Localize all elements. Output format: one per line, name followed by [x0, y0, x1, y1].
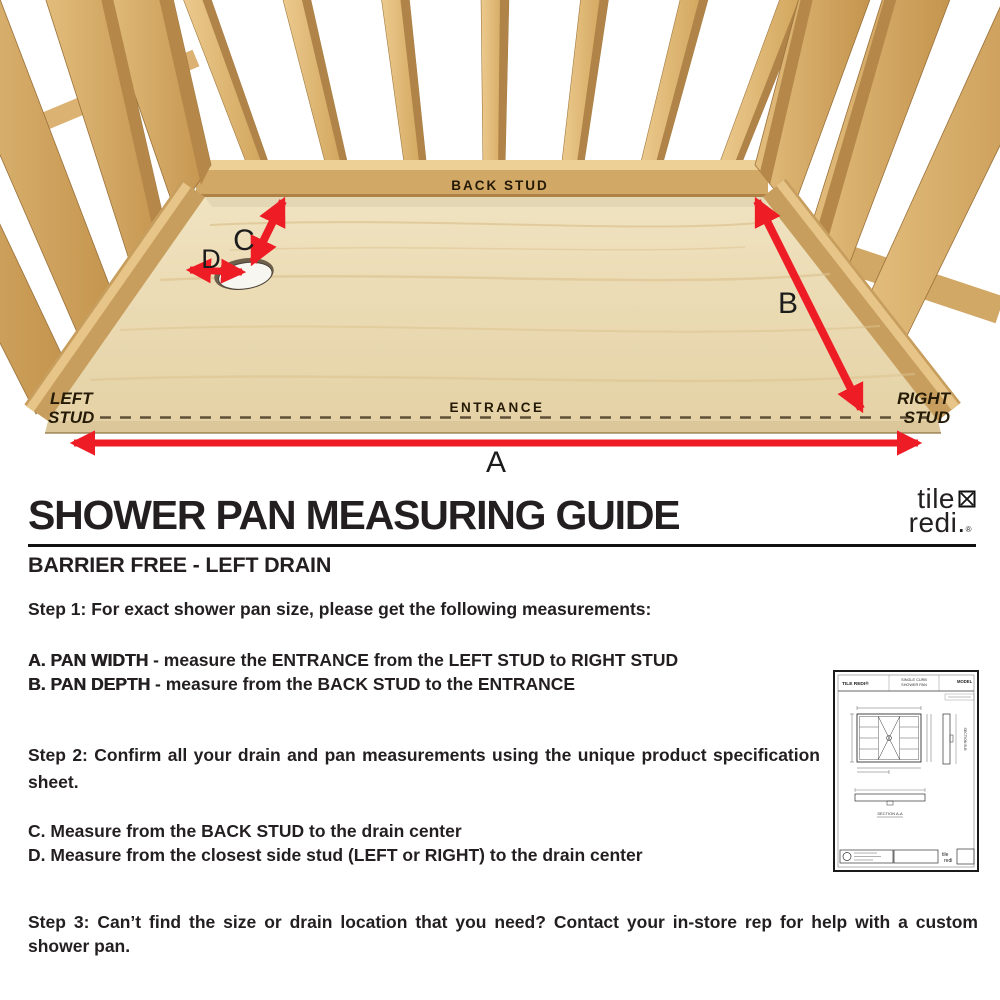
tile-redi-box-x-icon [958, 490, 976, 508]
entrance-label: ENTRANCE [449, 400, 545, 415]
svg-text:LEFT: LEFT [50, 389, 93, 408]
svg-text:STUD: STUD [48, 408, 95, 427]
svg-text:RIGHT: RIGHT [897, 389, 950, 408]
framing-illustration [0, 0, 1000, 482]
step3-text: Step 3: Can’t find the size or drain location that you need? Contact your in-store rep for help with a custom shower pan. [28, 912, 978, 956]
dim-label-c: C [233, 224, 255, 257]
spec-product-line2: SHOWER PAN [901, 683, 927, 687]
spec-logo-tile: tile [942, 852, 949, 858]
item-b-label: B. PAN DEPTH [28, 674, 151, 694]
measurement-item-d: D. Measure from the closest side stud (LEFT or RIGHT) to the drain center [28, 845, 643, 865]
dim-label-b: B [777, 287, 799, 320]
dim-label-d: D [201, 244, 221, 274]
spec-brand-title: TILE REDI® [842, 682, 869, 687]
measurement-item-a [28, 648, 678, 672]
back-wall-studs [182, 0, 809, 170]
header-divider [28, 544, 976, 547]
right-stud-label [897, 389, 952, 427]
svg-text:SECTION A-A: SECTION A-A [877, 811, 903, 816]
measurement-item-b [28, 672, 575, 696]
svg-text:STUD: STUD [903, 408, 950, 427]
spec-product-line1: SINGLE CURB [901, 678, 927, 682]
page-title: SHOWER PAN MEASURING GUIDE [28, 492, 680, 538]
svg-text:SECTION B-B: SECTION B-B [963, 727, 967, 751]
measurement-item-c: C. Measure from the BACK STUD to the drain center [28, 821, 462, 841]
item-a-label: A. PAN WIDTH [28, 650, 149, 670]
brand-word-redi: redi. [908, 507, 966, 538]
registered-mark: ® [965, 525, 972, 534]
left-stud-label [48, 389, 94, 427]
tile-redi-logo [866, 485, 976, 537]
brand-word-tile: tile [917, 483, 955, 514]
item-a-desc: - measure the ENTRANCE from the LEFT STUD to RIGHT STUD [148, 650, 679, 670]
subtitle: BARRIER FREE - LEFT DRAIN [28, 553, 332, 577]
dim-label-a: A [485, 446, 507, 479]
spec-sheet-thumbnail [833, 670, 979, 872]
step1-text: Step 1: For exact shower pan size, please get the following measurements: [28, 599, 652, 619]
back-stud-label: BACK STUD [451, 178, 549, 193]
item-b-desc: - measure from the BACK STUD to the ENTRANCE [150, 674, 576, 694]
spec-logo-redi: redi [944, 858, 953, 864]
spec-model-label: MODEL [957, 679, 973, 684]
step2-text: Step 2: Confirm all your drain and pan measurements using the unique product specification sheet. [28, 745, 820, 792]
